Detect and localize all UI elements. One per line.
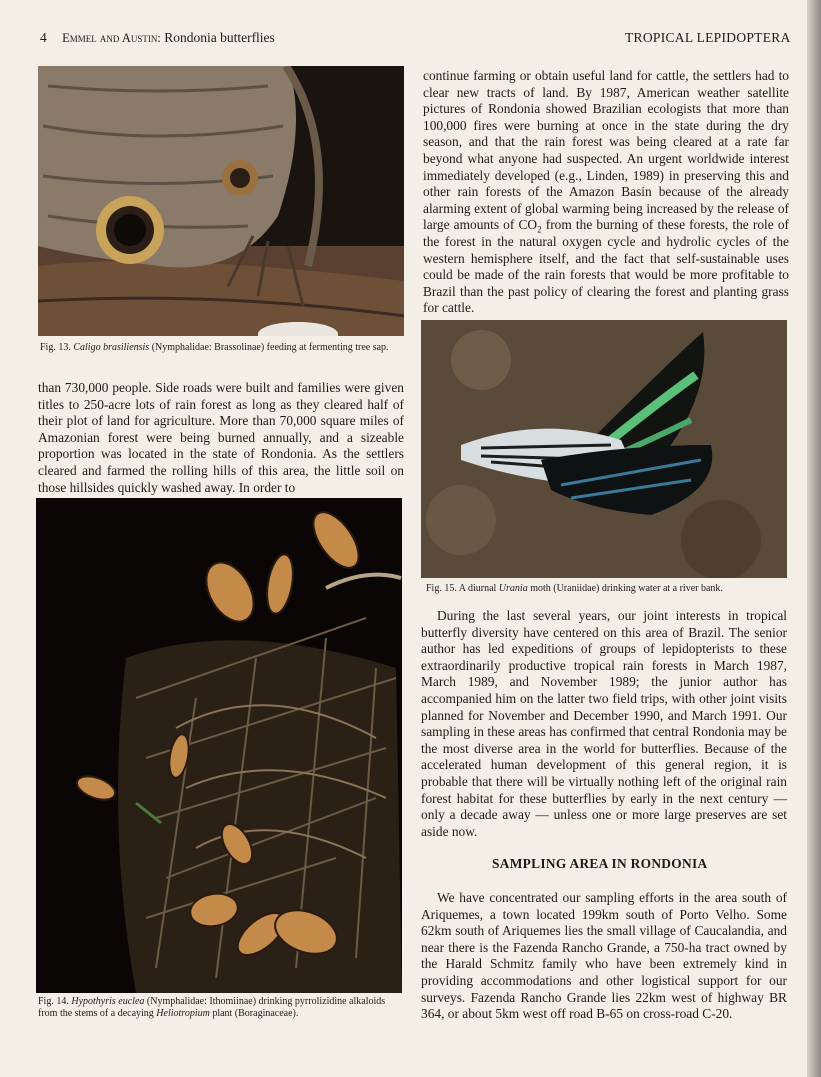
journal-title: TROPICAL LEPIDOPTERA bbox=[625, 30, 791, 45]
figure-14-caption: Fig. 14. Hypothyris euclea (Nymphalidae: Ithomiinae) drinking pyrrolizidine alkaloids from the stems of a decaying Heliotropium plant (Boraginaceae). bbox=[38, 996, 386, 1019]
figure-15-taxon: Urania bbox=[498, 583, 528, 594]
running-title-authors: Emmel and Austin: bbox=[62, 31, 161, 45]
section-heading: SAMPLING AREA IN RONDONIA bbox=[492, 856, 708, 871]
figure-14-plant: Heliotropium bbox=[156, 1008, 210, 1019]
running-header-left bbox=[40, 30, 275, 46]
hypothyris-butterflies-illustration bbox=[36, 498, 402, 993]
figure-13-caption: Fig. 13. Caligo brasiliensis (Nymphalidae: Brassolinae) feeding at fermenting tree sap. bbox=[40, 342, 389, 353]
figure-15-photo bbox=[421, 320, 787, 578]
figure-13-taxon: Caligo brasiliensis bbox=[73, 342, 150, 353]
right-column-text-top bbox=[423, 68, 789, 317]
right-column-text-bottom bbox=[421, 608, 787, 840]
figure-15-caption: Fig. 15. A diurnal Urania moth (Uraniidae) drinking water at a river bank. bbox=[426, 583, 723, 594]
right-paragraph-3: We have concentrated our sampling efforts in the area south of Ariquemes, a town located 199km south of Porto Velho. Some 62km south of Ariquemes lies the small village of Caucalandia, and near there is the Fazenda Rancho Grande, a 750-ha tract owned by the Harald Schmitz family who have been extremely kind in providing accommodations and other logistical support for our surveys. Fazenda Rancho Grande lies 22km west of highway BR 364, or about 5km west off road B-65 on cross-road C-20. bbox=[421, 890, 787, 1022]
figure-13-photo bbox=[38, 66, 404, 336]
figure-14-taxon: Hypothyris euclea bbox=[71, 996, 145, 1007]
running-title-topic: Rondonia butterflies bbox=[164, 30, 275, 45]
caligo-butterfly-illustration bbox=[38, 66, 404, 336]
left-paragraph-1: than 730,000 people. Side roads were built and families were given titles to 250-acre lots of rain forest as long as they cleared half of their plot of land for agriculture. More than 70,000 square miles of Amazonian forest were being burned annually, and a sizeable proportion was located in the state of Rondonia. As the settlers cleared and farmed the rolling hills of this area, the little soil on those hillsides quickly washed away. In order to bbox=[38, 380, 404, 495]
figure-14-photo bbox=[36, 498, 402, 993]
left-column-text bbox=[38, 380, 404, 496]
page-edge-shadow bbox=[807, 0, 821, 1077]
right-paragraph-2: During the last several years, our joint interests in tropical butterfly diversity have centered on this area of Brazil. The senior author has led expeditions of groups of lepidopterists to these extraordinarily productive tropical rain forests in March 1987, March 1989, and November 1989; the junior author has accompanied him on the latter two field trips, with other joint visits planned for November and December 1990, and March 1991. Our sampling in these areas has confirmed that central Rondonia may be the most diverse area in the world for butterflies. Because of the accelerated human development of this general region, it is probable that there will be virtually nothing left of the original rain forest habitat for these butterflies by early in the next century — only a decade away — unless one or more large preserves are set aside now. bbox=[421, 608, 787, 839]
urania-moth-illustration bbox=[421, 320, 787, 578]
page-number: 4 bbox=[40, 30, 47, 45]
right-paragraph-1: continue farming or obtain useful land for cattle, the settlers had to clear new tracts of land. By 1987, American weather satellite pictures of Rondonia showed Brazilian ecologists that more than 100,000 fires were burning at once in the state during the dry season, and that the rain forest was being cleared at a rate far beyond what anyone had suspected. An urgent worldwide interest immediately developed (e.g., Linden, 1989) in preserving this and other rain forests of the Amazon Basin because of the already alarming extent of global warming being increased by the release of large amounts of $CO_2$ from the burning of these forests, the role of the forest in the natural oxygen cycle and hydrolic cycles of the western hemisphere itself, and the fact that self-sustainable uses could be made of the rain forests that would be more profitable to Brazil than the past policy of clearing the forest and planting grass for cattle. bbox=[423, 68, 789, 316]
right-column-text-section bbox=[421, 890, 787, 1023]
